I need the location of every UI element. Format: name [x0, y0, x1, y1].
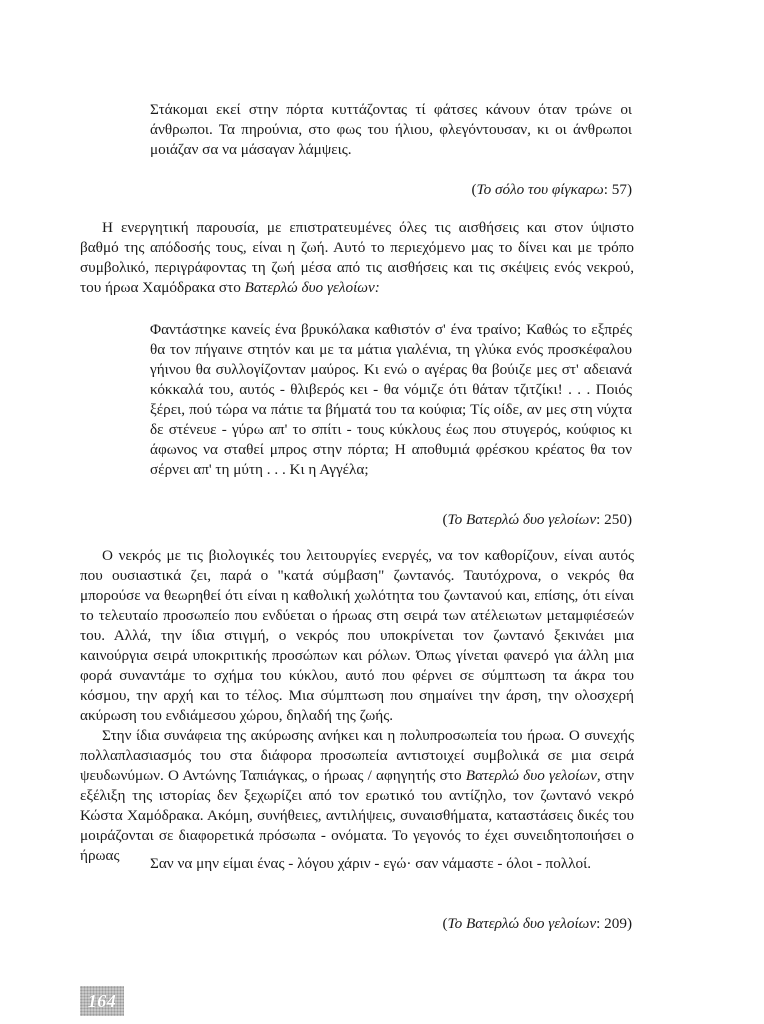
paragraph-the-dead-man [80, 546, 634, 726]
citation-waterloo-250 [442, 510, 632, 530]
many-selves-quotation: Σαν να μην είμαι ένας - λόγου χάριν - εγώ· σαν νάμαστε - όλοι - πολλοί. [150, 855, 592, 872]
paragraph-text-continued: στην εξέλιξη της ιστορίας δεν ξεχωρίζει από τον ερωτικό του αντίζηλο, τον ζωντανό νεκρό Κώστα Χαμόδρακα. Ακόμη, συνήθειες, αντιλήψεις, συναισθήματα, καταστάσεις δικές του μοιράζονται σε διαφορετικά πρόσωπα - ονόματα. Το γεγονός το έχει συνειδητοποιήσει ο ήρωας [80, 767, 634, 864]
paragraph-text: Η ενεργητική παρουσία, με επιστρατευμένες όλες τις αισθήσεις και στον ύψιστο βαθμό της απόδοσής τους, είναι η ζωή. Αυτό το περιεχόμενο μας το δίνει και με τρόπο συμβολικό, περιγράφοντας τη ζωή μέσα από τις αισθήσεις και τις σκέψεις ενός νεκρού, του ήρωα Χαμόδρακα στο [80, 219, 634, 296]
citation-open-paren: ( [442, 915, 448, 932]
citation-open-paren: ( [471, 181, 477, 198]
paragraph-active-presence [80, 218, 634, 298]
opening-quotation: Στάκομαι εκεί στην πόρτα κυττάζοντας τί φάτσες κάνουν όταν τρώνε οι άνθρωποι. Τα πηρούνια, στο φως του ήλιου, φλεγόντουσαν, κι οι άνθρωποι μοιάζαν σα να μάσαγαν λάμψεις. [150, 101, 632, 158]
paragraph-polyprosopia [80, 726, 634, 866]
page-number-badge: 164 [80, 986, 124, 1016]
citation-work-title: Το Βατερλώ δυο γελοίων [447, 511, 597, 528]
work-title-italic: Βατερλώ δυο γελοίων, [465, 767, 601, 784]
citation-page: : 250) [596, 511, 632, 528]
citation-page: : 209) [596, 915, 632, 932]
citation-work-title: Το σόλο του φίγκαρω [476, 181, 604, 198]
vampire-quotation: Φαντάστηκε κανείς ένα βρυκόλακα καθιστόν σ' ένα τραίνο; Καθώς το εξπρές θα τον πήγαινε στητόν και με τα μάτια γιαλένια, τη γλύκα ενός προσκέφαλου γήινου θα συλλογίζονταν μαύρος. Κι ενώ ο αγέρας θα βούιζε μες στ' αδειανά κόκκαλά του, αυτός - θλιβερός κει - θα νόμιζε ότι θάταν τζιτζίκι! . . . Ποιός ξέρει, πού τώρα να πάτιε τα βήματά του τα κούφια; Τίς οίδε, αν μες στη νύχτα δε στένευε - γύρω απ' το σπίτι - τους κύκλους έως που στυγερός, κούφιος κι άφωνος να σταθεί μπρος στην πόρτα; Η αποθυμιά φρέσκου κρέατος θα τον σέρνει απ' τη μύτη . . . Κι η Αγγέλα; [150, 321, 632, 478]
paragraph-text: Στην ίδια συνάφεια της ακύρωσης ανήκει και η πολυπροσωπεία του ήρωα. Ο συνεχής πολλαπλασιασμός του στα διάφορα προσωπεία αντιστοιχεί συμβολικά σε μια σειρά ψευδωνύμων. Ο Αντώνης Ταπιάγκας, ο ήρωας / αφηγητής στο [80, 727, 634, 784]
work-title-italic: Βατερλώ δυο γελοίων: [244, 279, 380, 296]
citation-open-paren: ( [442, 511, 448, 528]
citation-solo-figaro [471, 180, 632, 200]
paragraph-text: Ο νεκρός με τις βιολογικές του λειτουργίες ενεργές, να τον καθορίζουν, είναι αυτός που ουσιαστικά ζει, παρά ο "κατά σύμβαση" ζωντανός. Ταυτόχρονα, ο νεκρός θα μπορούσε να θεωρηθεί ότι είναι η καθολική χωλότητα του ζωντανού και, επίσης, ότι είναι το τελευταίο προσωπείο που ενδύεται ο ήρωας στη σειρά των ατέλειωτων μεταμφιέσεών του. Αλλά, την ίδια στιγμή, ο νεκρός που υποκρίνεται τον ζωντανό ξεκινάει μια καινούργια σειρά υποκριτικής προσώπων και ρόλων. Όπως γίνεται φανερό για άλλη μια φορά συναντάμε το σχήμα του κύκλου, αυτό που φέρνει σε σύμπτωση τα άκρα του κόσμου, την αρχή και το τέλος. Μια σύμπτωση που σημαίνει την άρση, την ολοσχερή ακύρωση του ενδιάμεσου χώρου, δηλαδή της ζωής. [80, 547, 634, 724]
citation-work-title: Το Βατερλώ δυο γελοίων [447, 915, 597, 932]
citation-waterloo-209 [442, 914, 632, 934]
citation-page: : 57) [603, 181, 632, 198]
